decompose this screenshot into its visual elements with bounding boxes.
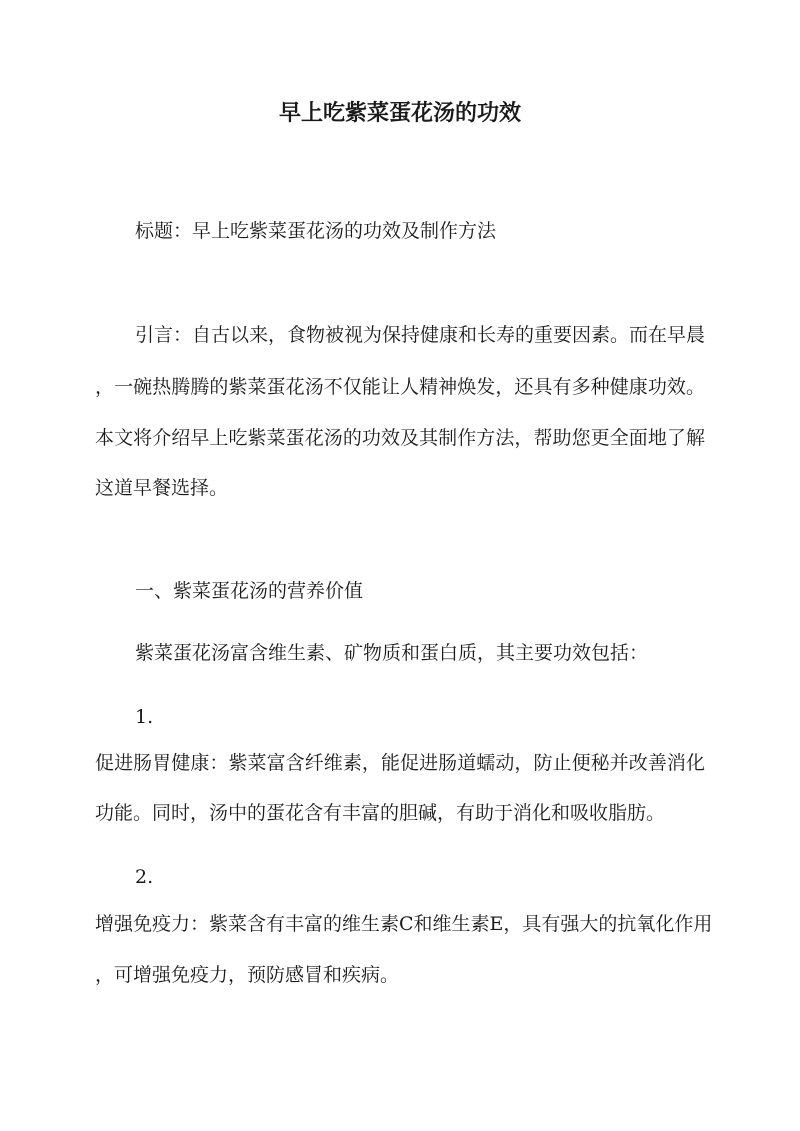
- intro-line-3: 本文将介绍早上吃紫菜蛋花汤的功效及其制作方法，帮助您更全面地了解: [95, 427, 705, 449]
- intro-line-1: 引言：自古以来，食物被视为保持健康和长寿的重要因素。而在早晨: [135, 324, 706, 346]
- intro-line-2: ，一碗热腾腾的紫菜蛋花汤不仅能让人精神焕发，还具有多种健康功效。: [95, 376, 705, 398]
- section-heading: 一、紫菜蛋花汤的营养价值: [135, 580, 364, 602]
- list-item-line-1: 促进肠胃健康：紫菜富含纤维素，能促进肠道蠕动，防止便秘并改善消化: [95, 752, 705, 774]
- intro-line-4: 这道早餐选择。: [95, 477, 229, 499]
- subtitle: 标题：早上吃紫菜蛋花汤的功效及制作方法: [135, 220, 497, 242]
- list-item-line-2: ，可增强免疫力，预防感冒和疾病。: [95, 964, 400, 986]
- list-item-line-1: 增强免疫力：紫菜含有丰富的维生素C和维生素E，具有强大的抗氧化作用: [95, 913, 713, 935]
- document-title: 早上吃紫菜蛋花汤的功效: [278, 100, 521, 126]
- list-item-line-2: 功能。同时，汤中的蛋花含有丰富的胆碱，有助于消化和吸收脂肪。: [95, 802, 666, 824]
- list-item-number: 1.: [135, 706, 154, 728]
- section-lead: 紫菜蛋花汤富含维生素、矿物质和蛋白质，其主要功效包括：: [135, 642, 649, 664]
- list-item-number: 2.: [135, 866, 154, 888]
